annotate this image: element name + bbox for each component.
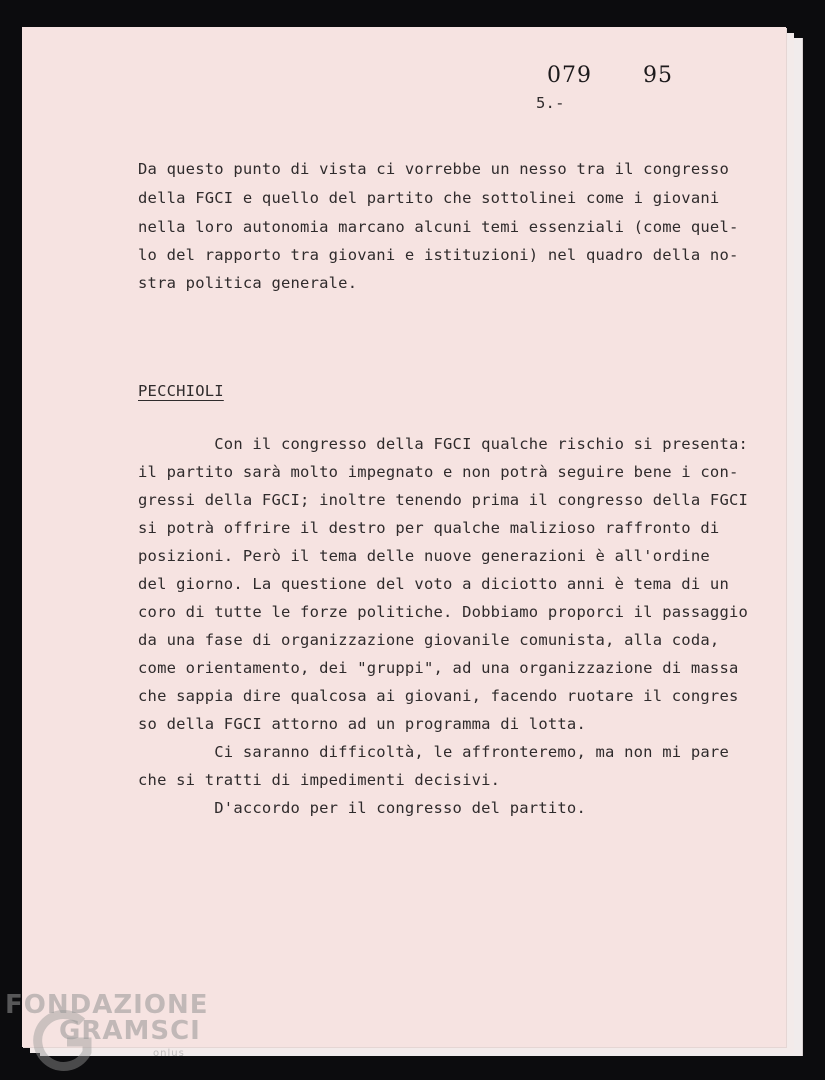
- text-line: si potrà offrire il destro per qualche malizioso raffronto di: [138, 519, 720, 537]
- archive-number-1: 079: [547, 63, 592, 88]
- text-line: nella loro autonomia marcano alcuni temi essenziali (come quel-: [138, 218, 739, 236]
- text-line: lo del rapporto tra giovani e istituzioni) nel quadro della no-: [138, 246, 739, 264]
- text-line: come orientamento, dei "gruppi", ad una organizzazione di massa: [138, 659, 739, 677]
- text-line: coro di tutte le forze politiche. Dobbiamo proporci il passaggio: [138, 603, 749, 621]
- text-line: gressi della FGCI; inoltre tenendo prima il congresso della FGCI: [138, 491, 749, 509]
- text-line: il partito sarà molto impegnato e non potrà seguire bene i con-: [138, 463, 739, 481]
- text-line: della FGCI e quello del partito che sottolinei come i giovani: [138, 189, 720, 207]
- fondazione-gramsci-logo: [5, 990, 209, 1076]
- logo-line-2: GRAMSCI: [59, 1016, 201, 1046]
- text-line: del giorno. La questione del voto a diciotto anni è tema di un: [138, 575, 729, 593]
- text-line: che sappia dire qualcosa ai giovani, facendo ruotare il congres: [138, 687, 739, 705]
- text-line: da una fase di organizzazione giovanile comunista, alla coda,: [138, 631, 720, 649]
- text-line: Da questo punto di vista ci vorrebbe un nesso tra il congresso: [138, 160, 729, 178]
- text-line: D'accordo per il congresso del partito.: [138, 799, 586, 817]
- text-line: stra politica generale.: [138, 274, 358, 292]
- archive-number-2: 95: [643, 63, 673, 88]
- speaker-name: PECCHIOLI: [138, 382, 224, 400]
- text-line: posizioni. Però il tema delle nuove generazioni è all'ordine: [138, 547, 710, 565]
- text-line: Ci saranno difficoltà, le affronteremo, ma non mi pare: [138, 743, 729, 761]
- text-line: so della FGCI attorno ad un programma di lotta.: [138, 715, 586, 733]
- text-line: Con il congresso della FGCI qualche rischio si presenta:: [138, 435, 749, 453]
- logo-line-1: FONDAZIONE: [5, 990, 209, 1020]
- document-page: [22, 27, 786, 1047]
- text-line: che si tratti di impedimenti decisivi.: [138, 771, 501, 789]
- page-number: 5.-: [536, 94, 565, 112]
- logo-line-3: onlus: [153, 1048, 185, 1059]
